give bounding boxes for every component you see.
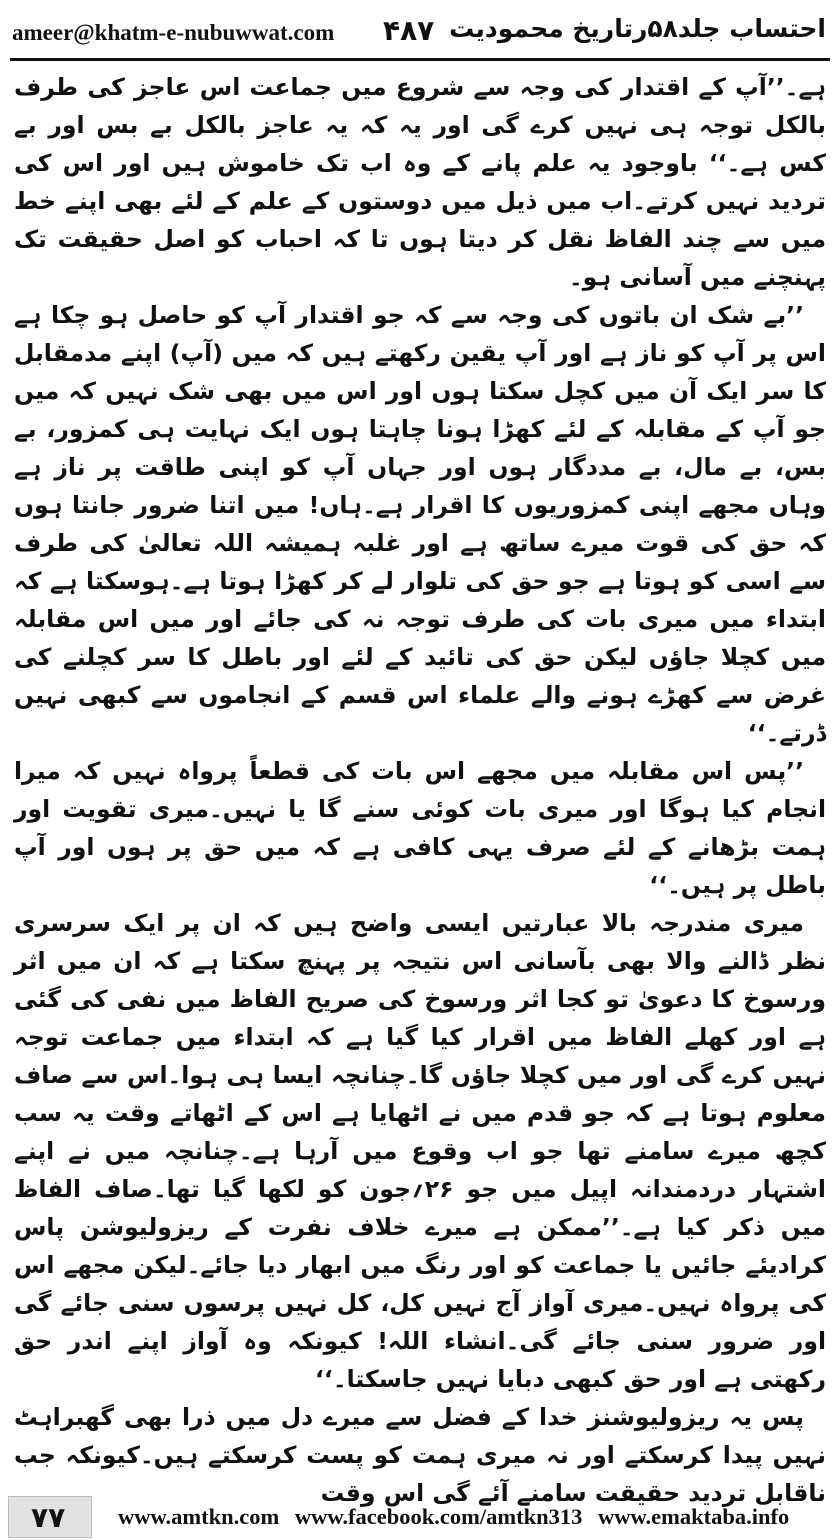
paragraph: پس یہ ریزولیوشنز خدا کے فضل سے میرے دل میں ذرا بھی گھبراہٹ نہیں پیدا کرسکتے اور نہ میری ہمت کو پست کرسکتے ہیں۔کیونکہ جب ناقابل تردید حقیقت سامنے آئے گی اس وقت bbox=[14, 1403, 826, 1507]
footer-page-number: ۷۷ bbox=[31, 1501, 66, 1534]
paragraph: میری مندرجہ بالا عبارتیں ایسی واضح ہیں کہ ان پر ایک سرسری نظر ڈالنے والا بھی بآسانی اس نتیجہ پر پہنچ سکتا ہے کہ ان میں اثر ورسوخ کا دعویٰ تو کجا اثر ورسوخ کی صریح الفاظ میں نفی کی گئی ہے اور کھلے الفاظ میں اقرار کیا گیا ہے کہ ابتداء میں جماعت توجہ نہیں کرے گی اور میں کچلا جاؤں گا۔چنانچہ ایسا ہی ہوا۔اس سے صاف معلوم ہوتا ہے کہ جو قدم میں نے اٹھایا ہے اس کے اٹھاتے وقت یہ سب کچھ میرے سامنے تھا جو اب وقوع میں آرہا ہے۔چنانچہ میں نے اپنے اشتہار دردمندانہ اپیل میں جو ۲۶؍جون کو لکھا گیا تھا۔صاف الفاظ میں ذکر کیا ہے۔’’ممکن ہے میرے خلاف نفرت کے ریزولیوشن پاس کرادیئے جائیں یا جماعت کو اور رنگ میں ابھار دیا جائے۔لیکن مجھے اس کی پرواہ نہیں۔میری آواز آج نہیں کل، کل نہیں پرسوں سنی جائے گی اور ضرور سنی جائے گی۔انشاء اللہ! کیونکہ وہ آواز اپنے اندر حق رکھتی ہے اور حق کبھی دبایا نہیں جاسکتا۔‘‘ bbox=[14, 909, 826, 1393]
header-divider bbox=[10, 58, 830, 61]
page-footer bbox=[0, 1496, 840, 1540]
paragraph: ’’پس اس مقابلہ میں مجھے اس بات کی قطعاً پرواہ نہیں کہ میرا انجام کیا ہوگا اور میری بات کوئی سنے گا یا نہیں۔میری تقویت اور ہمت بڑھانے کے لئے صرف یہی کافی ہے کہ میں حق پر ہوں اور آپ باطل پر ہیں۔‘‘ bbox=[14, 757, 826, 899]
footer-links bbox=[118, 1504, 799, 1530]
page-header bbox=[0, 0, 840, 66]
footer-link-emaktaba[interactable]: www.emaktaba.info bbox=[598, 1504, 790, 1529]
paragraph: ہے۔’’آپ کے اقتدار کی وجہ سے شروع میں جماعت اس عاجز کی طرف بالکل توجہ ہی نہیں کرے گی اور یہ کہ یہ عاجز بالکل بے بس اور بے کس ہے۔‘‘ باوجود یہ علم پانے کے وہ اب تک خاموش ہیں اور اس کی تردید نہیں کرتے۔اب میں ذیل میں دوستوں کے علم کے لئے بھی اپنے خط میں سے چند الفاظ نقل کر دیتا ہوں تا کہ احباب کو اصل حقیقت تک پہنچنے میں آسانی ہو۔ bbox=[14, 73, 826, 291]
paragraph: ’’بے شک ان باتوں کی وجہ سے کہ جو اقتدار آپ کو حاصل ہو چکا ہے اس پر آپ کو ناز ہے اور آپ یقین رکھتے ہیں کہ میں (آپ) اپنے مدمقابل کا سر ایک آن میں کچل سکتا ہوں اور اس میں بھی شک نہیں کہ میں جو آپ کے مقابلہ کے لئے کھڑا ہونا چاہتا ہوں ایک نہایت ہی کمزور، بے بس، بے مال، بے مددگار ہوں اور جہاں آپ کو اپنی طاقت پر ناز ہے وہاں مجھے اپنی کمزوریوں کا اقرار ہے۔ہاں! میں اتنا ضرور جانتا ہوں کہ حق کی قوت میرے ساتھ ہے اور غلبہ ہمیشہ اللہ تعالیٰ کی طرف سے اسی کو ہوتا ہے جو حق کی تلوار لے کر کھڑا ہوتا ہے۔ہوسکتا ہے کہ ابتداء میں میری بات کی طرف توجہ نہ کی جائے اور میں اس مقابلہ میں کچلا جاؤں لیکن حق کی تائید کے لئے اور باطل کا سر کچلنے کی غرض سے کھڑے ہونے والے علماء اس قسم کے انجاموں سے کبھی نہیں ڈرتے۔‘‘ bbox=[14, 301, 826, 747]
header-page-number: ۴۸۷ bbox=[383, 14, 435, 47]
footer-page-box bbox=[8, 1496, 92, 1538]
header-title: احتساب جلد۵۸رتاریخ محمودیت bbox=[449, 14, 826, 43]
header-email: ameer@khatm-e-nubuwwat.com bbox=[12, 20, 335, 45]
footer-link-amtkn[interactable]: www.amtkn.com bbox=[118, 1504, 280, 1529]
footer-link-facebook[interactable]: www.facebook.com/amtkn313 bbox=[294, 1504, 583, 1529]
article-body bbox=[14, 68, 826, 1512]
